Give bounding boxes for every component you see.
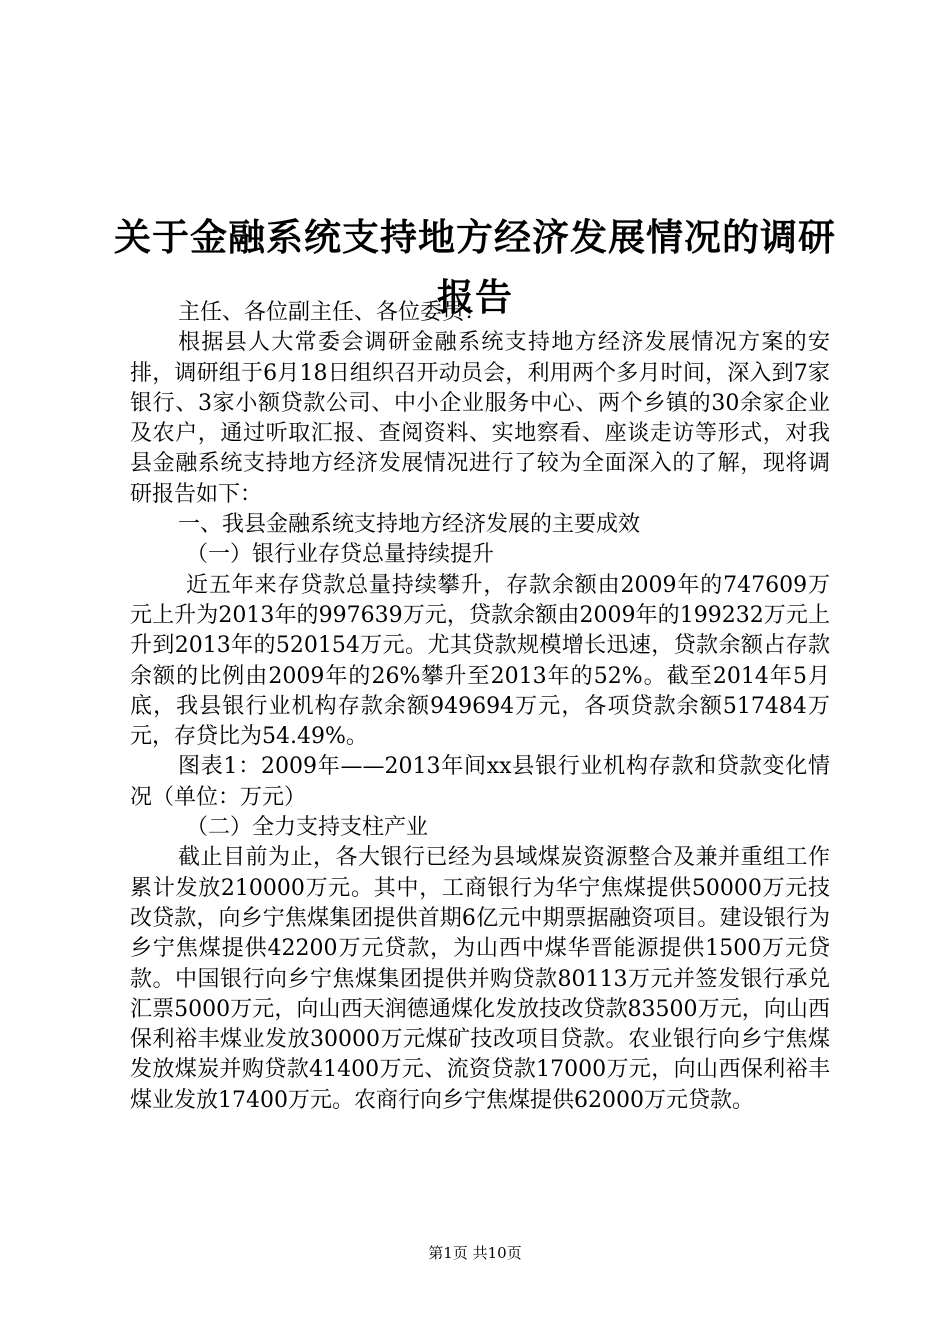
- document-title: 关于金融系统支持地方经济发展情况的调研报告: [114, 215, 836, 319]
- body-paragraph: 截止目前为止，各大银行已经为县域煤炭资源整合及兼并重组工作累计发放210000万元。其中，工商银行为华宁焦煤提供50000万元技改贷款，向乡宁焦煤集团提供首期6亿元中期票据融资项目。建设银行为乡宁焦煤提供42200万元贷款，为山西中煤华晋能源提供1500万元贷款。中国银行向乡宁焦煤集团提供并购贷款80113万元并签发银行承兑汇票5000万元，向山西天润德通煤化发放技改贷款83500万元，向山西保利裕丰煤业发放30000万元煤矿技改项目贷款。农业银行向乡宁焦煤发放煤炭并购贷款41400万元、流资贷款17000万元，向山西保利裕丰煤业发放17400万元。农商行向乡宁焦煤提供62000万元贷款。: [130, 845, 830, 1113]
- subsection-heading: （一）银行业存贷总量持续提升: [186, 542, 495, 568]
- chart-caption: 图表1：2009年——2013年间xx县银行业机构存款和贷款变化情况（单位：万元）: [130, 754, 830, 810]
- subsection-heading: （二）全力支持支柱产业: [186, 815, 429, 841]
- section-heading: 一、我县金融系统支持地方经济发展的主要成效: [178, 512, 641, 538]
- salutation: 主任、各位副主任、各位委员：: [178, 300, 487, 325]
- intro-paragraph: 根据县人大常委会调研金融系统支持地方经济发展情况方案的安排，调研组于6月18日组织召开动员会，利用两个多月时间，深入到7家银行、3家小额贷款公司、中小企业服务中心、两个乡镇的30余家企业及农户，通过听取汇报、查阅资料、实地察看、座谈走访等形式，对我县金融系统支持地方经济发展情况进行了较为全面深入的了解，现将调研报告如下：: [130, 330, 830, 507]
- document-body: [130, 298, 830, 1116]
- page-number: 第1页 共10页: [428, 1244, 522, 1262]
- body-paragraph: 近五年来存贷款总量持续攀升，存款余额由2009年的747609万元上升为2013年的997639万元，贷款余额由2009年的199232万元上升到2013年的520154万元。尤其贷款规模增长迅速，贷款余额占存款余额的比例由2009年的26%攀升至2013年的52%。截至2014年5月底，我县银行业机构存款余额949694万元，各项贷款余额517484万元，存贷比为54.49%。: [130, 572, 830, 750]
